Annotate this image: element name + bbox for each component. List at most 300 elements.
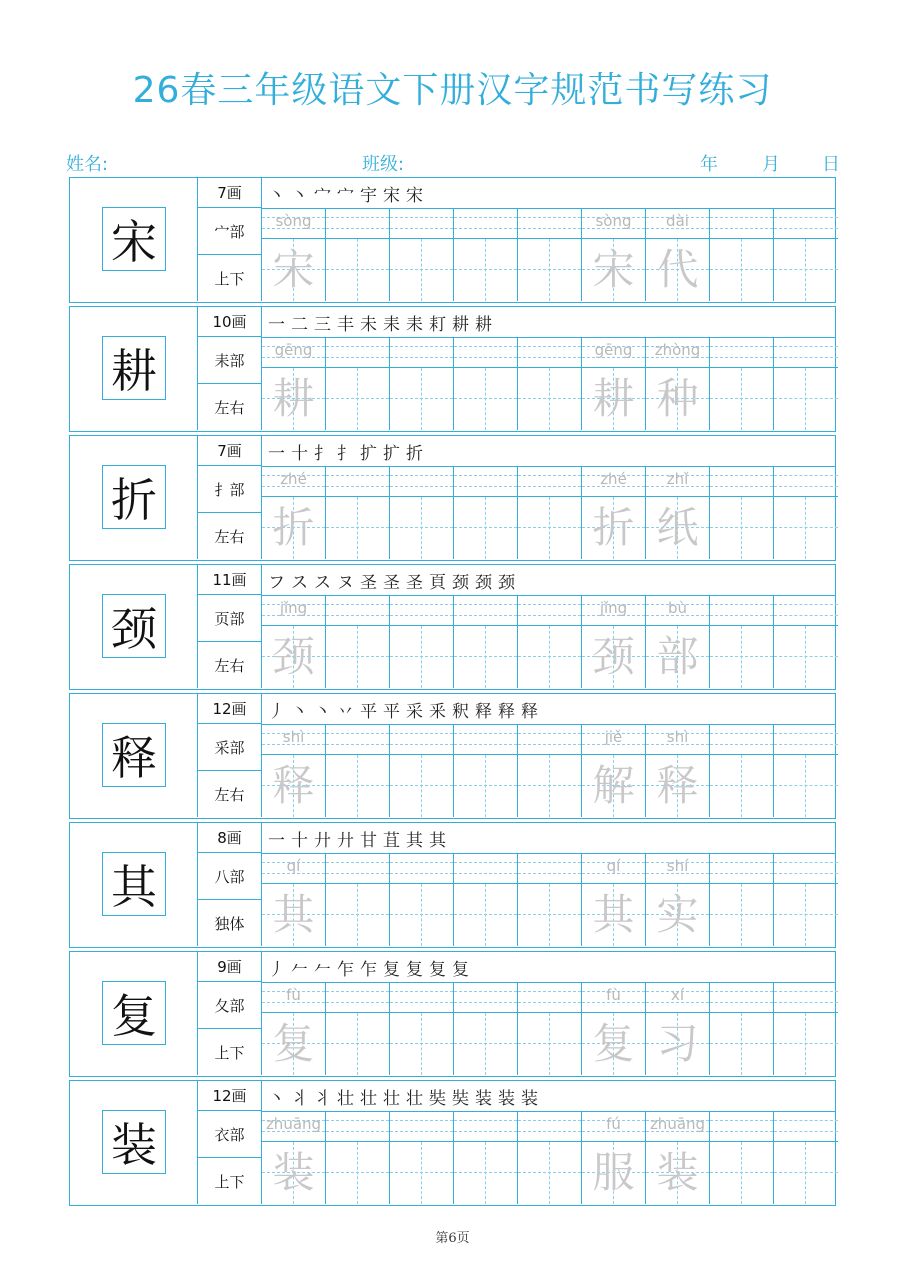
pinyin-zone [262,595,325,626]
writing-cell[interactable] [646,853,710,946]
stroke-step: 平 [383,701,400,722]
stroke-step: 耒 [406,314,423,335]
hanzi-zone [646,626,709,688]
hanzi-zone [582,497,645,559]
hanzi-zone [774,626,838,688]
pinyin-zone [774,595,838,626]
pinyin-zone [582,1111,645,1142]
stroke-step: 一 [268,830,285,851]
month-label: 月 [762,154,780,175]
radical: 衣部 [198,1111,262,1158]
stroke-step: 复 [429,959,446,980]
main-character: 颈 [102,594,166,658]
stroke-step: 丬 [291,1088,308,1109]
stroke-step: 十 [291,443,308,464]
hanzi-zone [710,626,773,688]
hanzi-zone [774,884,838,946]
main-character-cell [70,178,198,301]
writing-cell[interactable] [582,724,646,817]
pinyin-zone [582,208,645,239]
writing-cell[interactable] [326,982,390,1075]
pinyin-zone [646,466,709,497]
pinyin-zone [262,466,325,497]
hanzi-zone [518,497,581,559]
pinyin: zhǐ [666,470,689,488]
stroke-step: 壮 [337,1088,354,1109]
hanzi-zone [518,368,581,430]
hanzi-zone [326,755,389,817]
writing-cell[interactable] [710,1111,774,1204]
hanzi-zone [454,239,517,301]
pinyin-zone [710,208,773,239]
stroke-step: 釆 [429,701,446,722]
writing-cell[interactable] [326,853,390,946]
hanzi-zone [262,1013,325,1075]
hanzi-zone [454,884,517,946]
writing-cell[interactable] [454,208,518,301]
stroke-step: 颈 [498,572,515,593]
pinyin: sòng [275,212,312,230]
stroke-step: 颈 [452,572,469,593]
hanzi-zone [582,1013,645,1075]
pinyin: zhuāng [265,1115,322,1133]
stroke-step: 丰 [337,314,354,335]
stroke-order [268,696,538,722]
main-character: 复 [102,981,166,1045]
writing-cell[interactable] [710,595,774,688]
writing-cell[interactable] [646,724,710,817]
hanzi-zone [582,239,645,301]
pinyin-zone [518,466,581,497]
hanzi-zone [262,368,325,430]
writing-cell[interactable] [646,337,710,430]
pinyin: shì [666,728,689,746]
writing-cell[interactable] [582,1111,646,1204]
pinyin: zhòng [654,341,701,359]
pinyin-zone [582,595,645,626]
stroke-order [268,438,423,464]
hanzi-zone [646,755,709,817]
stroke-step: 耕 [475,314,492,335]
writing-grid [262,982,835,1075]
page-number: 第6页 [435,1231,470,1246]
trace-character: 耕 [272,374,315,423]
main-character: 宋 [102,207,166,271]
structure: 上下 [198,1029,262,1075]
writing-cell[interactable] [582,337,646,430]
pinyin: fù [606,986,621,1004]
pinyin: zhé [280,470,307,488]
pinyin: fú [606,1115,621,1133]
writing-cell[interactable] [326,724,390,817]
writing-cell[interactable] [454,853,518,946]
writing-cell[interactable] [646,595,710,688]
trace-character: 颈 [272,632,315,681]
hanzi-zone [454,755,517,817]
pinyin-zone [646,337,709,368]
stroke-step: 丶 [291,185,308,206]
pinyin-zone [582,982,645,1013]
hanzi-zone [710,239,773,301]
stroke-order [268,954,469,980]
stroke-step: 采 [406,701,423,722]
stroke-count: 12画 [198,1081,262,1111]
pinyin-zone [326,724,389,755]
hanzi-zone [262,626,325,688]
name-label: 姓名: [66,154,109,175]
writing-cell[interactable] [262,724,326,817]
writing-cell[interactable] [774,1111,838,1204]
hanzi-zone [582,755,645,817]
pinyin: shì [282,728,305,746]
main-character: 装 [102,1110,166,1174]
writing-cell[interactable] [262,595,326,688]
trace-character: 部 [656,632,699,681]
trace-character: 装 [656,1148,699,1197]
pinyin-zone [262,853,325,884]
stroke-order [268,567,515,593]
pinyin-zone [326,1111,389,1142]
stroke-step: 三 [314,314,331,335]
writing-cell[interactable] [774,982,838,1075]
pinyin-zone [582,724,645,755]
hanzi-zone [774,755,838,817]
trace-character: 复 [272,1019,315,1068]
radical: 宀部 [198,208,262,255]
pinyin: qí [606,857,621,875]
hanzi-zone [582,626,645,688]
pinyin-zone [518,208,581,239]
stroke-step: 扌 [314,443,331,464]
writing-cell[interactable] [326,337,390,430]
writing-cell[interactable] [454,337,518,430]
pinyin-zone [390,724,453,755]
stroke-step: 釈 [452,701,469,722]
stroke-count: 8画 [198,823,262,853]
pinyin-zone [518,1111,581,1142]
stroke-step: 圣 [406,572,423,593]
writing-cell[interactable] [454,466,518,559]
pinyin: qí [286,857,301,875]
hanzi-zone [454,1142,517,1204]
trace-character: 习 [656,1019,699,1068]
writing-cell[interactable] [390,724,454,817]
pinyin-zone [454,208,517,239]
radical: 采部 [198,724,262,771]
pinyin-zone [710,1111,773,1142]
stroke-step: 丷 [337,701,354,722]
stroke-step: 壮 [406,1088,423,1109]
hanzi-zone [326,239,389,301]
trace-character: 其 [592,890,635,939]
pinyin-zone [326,853,389,884]
stroke-step: 甘 [360,830,377,851]
hanzi-zone [582,1142,645,1204]
pinyin-zone [710,337,773,368]
writing-grid [262,724,835,817]
pinyin-zone [710,982,773,1013]
writing-cell[interactable] [774,337,838,430]
character-block [69,177,836,303]
pinyin-zone [774,337,838,368]
writing-cell[interactable] [774,208,838,301]
stroke-step: 扩 [360,443,377,464]
pinyin-zone [262,1111,325,1142]
pinyin-zone [774,853,838,884]
writing-cell[interactable] [582,208,646,301]
writing-cell[interactable] [326,208,390,301]
writing-cell[interactable] [262,208,326,301]
pinyin-zone [646,1111,709,1142]
stroke-step: 圣 [360,572,377,593]
stroke-step: 乍 [360,959,377,980]
trace-character: 解 [592,761,635,810]
stroke-step: ス [314,572,331,593]
writing-cell[interactable] [326,1111,390,1204]
hanzi-zone [262,884,325,946]
stroke-order [268,180,423,206]
hanzi-zone [518,239,581,301]
stroke-step: 乍 [337,959,354,980]
writing-cell[interactable] [710,208,774,301]
pinyin: xí [670,986,685,1004]
main-character-cell [70,1081,198,1204]
writing-cell[interactable] [390,595,454,688]
stroke-step: フ [268,572,285,593]
main-character-cell [70,307,198,430]
trace-character: 宋 [272,245,315,294]
hanzi-zone [774,497,838,559]
pinyin-zone [390,1111,453,1142]
pinyin: jiě [604,728,623,746]
hanzi-zone [646,368,709,430]
stroke-step: 装 [498,1088,515,1109]
trace-character: 代 [656,245,699,294]
writing-cell[interactable] [774,724,838,817]
pinyin-zone [454,595,517,626]
writing-cell[interactable] [262,982,326,1075]
pinyin: gēng [274,341,313,359]
writing-cell[interactable] [454,724,518,817]
writing-cell[interactable] [454,595,518,688]
writing-cell[interactable] [326,595,390,688]
stroke-step: 耕 [452,314,469,335]
pinyin-zone [326,337,389,368]
hanzi-zone [326,626,389,688]
main-character: 折 [102,465,166,529]
pinyin-zone [326,466,389,497]
hanzi-zone [262,239,325,301]
writing-cell[interactable] [774,595,838,688]
writing-cell[interactable] [390,466,454,559]
hanzi-zone [454,497,517,559]
stroke-count: 12画 [198,694,262,724]
hanzi-zone [710,1013,773,1075]
writing-cell[interactable] [710,724,774,817]
year-label: 年 [700,154,718,175]
pinyin: fù [286,986,301,1004]
writing-cell[interactable] [518,982,582,1075]
writing-cell[interactable] [710,982,774,1075]
hanzi-zone [262,1142,325,1204]
writing-cell[interactable] [262,853,326,946]
writing-cell[interactable] [710,337,774,430]
pinyin-zone [774,466,838,497]
pinyin-zone [454,853,517,884]
writing-cell[interactable] [646,982,710,1075]
stroke-step: 宀 [337,185,354,206]
trace-character: 实 [656,890,699,939]
radical: 页部 [198,595,262,642]
pinyin-zone [646,595,709,626]
writing-cell[interactable] [582,466,646,559]
hanzi-zone [518,1142,581,1204]
writing-cell[interactable] [646,208,710,301]
pinyin-zone [582,466,645,497]
hanzi-zone [518,626,581,688]
hanzi-zone [582,884,645,946]
writing-grid [262,466,835,559]
hanzi-zone [326,884,389,946]
writing-cell[interactable] [582,595,646,688]
stroke-step: 圣 [383,572,400,593]
writing-cell[interactable] [518,853,582,946]
pinyin-zone [454,724,517,755]
hanzi-zone [390,497,453,559]
pinyin: bù [667,599,688,617]
hanzi-zone [390,239,453,301]
character-block [69,306,836,432]
pinyin: zhé [600,470,627,488]
stroke-step: 宇 [360,185,377,206]
trace-character: 其 [272,890,315,939]
writing-cell[interactable] [518,595,582,688]
writing-cell[interactable] [390,982,454,1075]
stroke-step: 宋 [383,185,400,206]
pinyin-zone [646,982,709,1013]
trace-character: 复 [592,1019,635,1068]
hanzi-zone [646,497,709,559]
hanzi-zone [774,239,838,301]
pinyin-zone [646,724,709,755]
pinyin-zone [262,724,325,755]
stroke-step: 丶 [291,701,308,722]
stroke-step: 壮 [383,1088,400,1109]
writing-cell[interactable] [518,1111,582,1204]
main-character: 耕 [102,336,166,400]
writing-cell[interactable] [390,853,454,946]
hanzi-zone [262,755,325,817]
writing-cell[interactable] [582,853,646,946]
pinyin-zone [390,853,453,884]
hanzi-zone [518,755,581,817]
pinyin: shí [666,857,689,875]
hanzi-zone [646,239,709,301]
writing-cell[interactable] [774,466,838,559]
pinyin-zone [774,724,838,755]
writing-cell[interactable] [518,208,582,301]
writing-cell[interactable] [326,466,390,559]
stroke-step: 一 [268,314,285,335]
writing-cell[interactable] [390,208,454,301]
main-character: 其 [102,852,166,916]
radical: 耒部 [198,337,262,384]
writing-cell[interactable] [582,982,646,1075]
main-character-cell [70,694,198,817]
pinyin-zone [518,337,581,368]
stroke-step: 奘 [429,1088,446,1109]
pinyin-zone [518,982,581,1013]
writing-cell[interactable] [262,466,326,559]
writing-cell[interactable] [710,853,774,946]
writing-cell[interactable] [646,466,710,559]
trace-character: 服 [592,1148,635,1197]
pinyin-zone [454,337,517,368]
stroke-step: 耓 [429,314,446,335]
stroke-count: 10画 [198,307,262,337]
hanzi-zone [454,368,517,430]
character-block [69,822,836,948]
pinyin-zone [326,208,389,239]
hanzi-zone [390,1013,453,1075]
hanzi-zone [774,368,838,430]
trace-character: 折 [592,503,635,552]
pinyin: sòng [595,212,632,230]
writing-cell[interactable] [454,1111,518,1204]
structure: 左右 [198,642,262,688]
pinyin-zone [390,595,453,626]
pinyin-zone [390,982,453,1013]
structure: 左右 [198,513,262,559]
writing-cell[interactable] [518,724,582,817]
stroke-step: 释 [521,701,538,722]
stroke-step: 释 [475,701,492,722]
pinyin-zone [262,208,325,239]
writing-cell[interactable] [774,853,838,946]
stroke-step: 其 [406,830,423,851]
pinyin-zone [582,853,645,884]
writing-cell[interactable] [262,1111,326,1204]
pinyin-zone [518,724,581,755]
pinyin-zone [582,337,645,368]
writing-cell[interactable] [518,337,582,430]
pinyin-zone [710,853,773,884]
writing-cell[interactable] [710,466,774,559]
writing-cell[interactable] [646,1111,710,1204]
stroke-step: 奘 [452,1088,469,1109]
hanzi-zone [646,884,709,946]
main-character-cell [70,436,198,559]
writing-cell[interactable] [390,337,454,430]
writing-cell[interactable] [454,982,518,1075]
trace-character: 释 [272,761,315,810]
writing-cell[interactable] [518,466,582,559]
pinyin-zone [390,466,453,497]
stroke-step: 一 [268,443,285,464]
main-character-cell [70,823,198,946]
stroke-step: 丿 [268,959,285,980]
hanzi-zone [518,884,581,946]
pinyin: gēng [594,341,633,359]
stroke-step: 耒 [383,314,400,335]
writing-cell[interactable] [262,337,326,430]
pinyin: jǐng [279,599,308,617]
pinyin: dài [666,212,689,230]
writing-cell[interactable] [390,1111,454,1204]
pinyin-zone [454,1111,517,1142]
stroke-step: 装 [521,1088,538,1109]
writing-grid [262,1111,835,1204]
